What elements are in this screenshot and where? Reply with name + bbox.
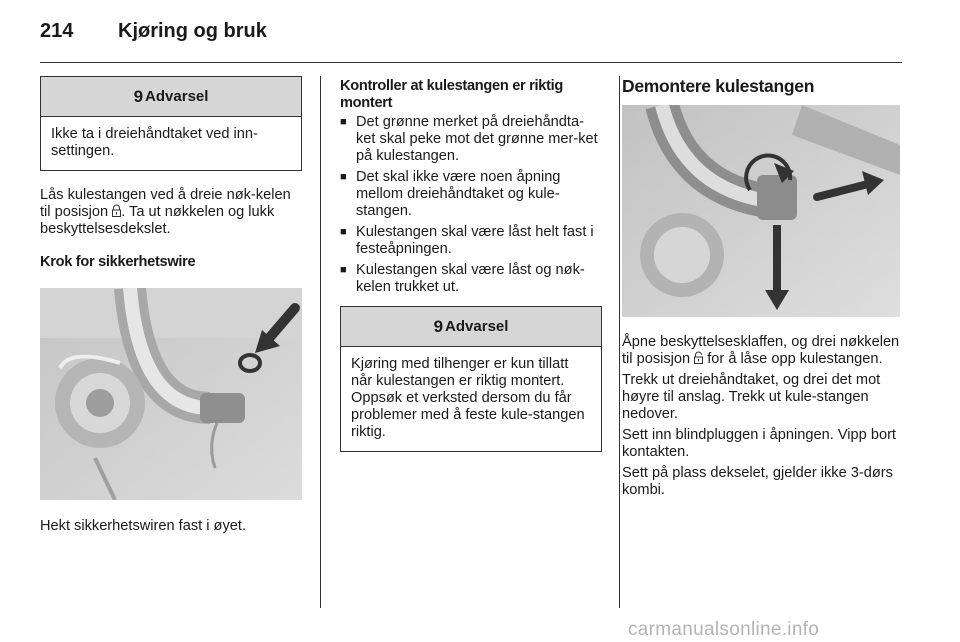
paragraph: Trekk ut dreiehåndtaket, og drei det mot høyre til anslag. Trekk ut kule-stangen nedover. (622, 372, 881, 422)
warning-box (40, 76, 302, 171)
paragraph: Sett inn blindpluggen i åpningen. Vipp bort kontakten. (622, 427, 896, 460)
lock-closed-icon (112, 204, 121, 220)
warning-header (341, 307, 601, 347)
checklist (340, 114, 602, 296)
paragraph-text: for å låse opp kulestangen. (703, 351, 883, 367)
paragraph (40, 187, 302, 238)
paragraph-text: . Ta ut nøkkelen og lukk beskyttelsesdekslet. (40, 204, 275, 237)
section-heading: Demontere kulestangen (622, 76, 815, 96)
warning-triangle-icon: 9 (433, 317, 444, 336)
watermark: carmanualsonline.info (628, 619, 820, 640)
safety-wire-photo (40, 288, 302, 500)
warning-text: Ikke ta i dreiehåndtaket ved inn-settingen. (51, 126, 258, 159)
lock-open-icon (694, 351, 703, 367)
warning-title: Advarsel (145, 88, 209, 105)
paragraph-text: Lås kulestangen ved å dreie nøk-kelen til posisjon (40, 187, 291, 220)
warning-box (340, 306, 602, 452)
paragraph: Sett på plass dekselet, gjelder ikke 3-dørs kombi. (622, 465, 893, 498)
paragraph (622, 334, 904, 368)
paragraph-text: Åpne beskyttelsesklaffen, og drei nøkkelen til posisjon (622, 334, 900, 367)
photo-caption: Hekt sikkerhetswiren fast i øyet. (40, 518, 246, 534)
warning-header (41, 77, 301, 117)
warning-title: Advarsel (445, 318, 509, 335)
column-divider (619, 76, 620, 608)
list-item: ■ Det skal ikke være noen åpning mellom dreiehåndtaket og kule-stangen. (340, 169, 602, 220)
warning-triangle-icon: 9 (133, 87, 144, 106)
list-item: ■ Kulestangen skal være låst helt fast i festeåpningen. (340, 224, 602, 258)
column-divider (320, 76, 321, 608)
section-heading: Krok for sikkerhetswire (40, 254, 196, 270)
page-header (40, 20, 267, 43)
page-number: 214 (40, 20, 74, 42)
column-2 (340, 76, 602, 452)
header-rule (40, 62, 902, 63)
warning-text: Kjøring med tilhenger er kun tillatt når kulestangen er riktig montert. Oppsøk et verksted dersom du får problemer med å feste kule-stangen riktig. (351, 356, 585, 440)
column-3 (622, 76, 904, 499)
list-item: ■ Det grønne merket på dreiehåndta-ket skal peke mot det grønne mer-ket på kulestangen. (340, 114, 602, 165)
column-1 (40, 76, 302, 535)
section-heading: Kontroller at kulestangen er riktig montert (340, 78, 564, 111)
tow-bar-removal-photo (622, 105, 900, 317)
list-item: ■ Kulestangen skal være låst og nøk-kelen trukket ut. (340, 262, 602, 296)
page-title: Kjøring og bruk (118, 20, 267, 42)
